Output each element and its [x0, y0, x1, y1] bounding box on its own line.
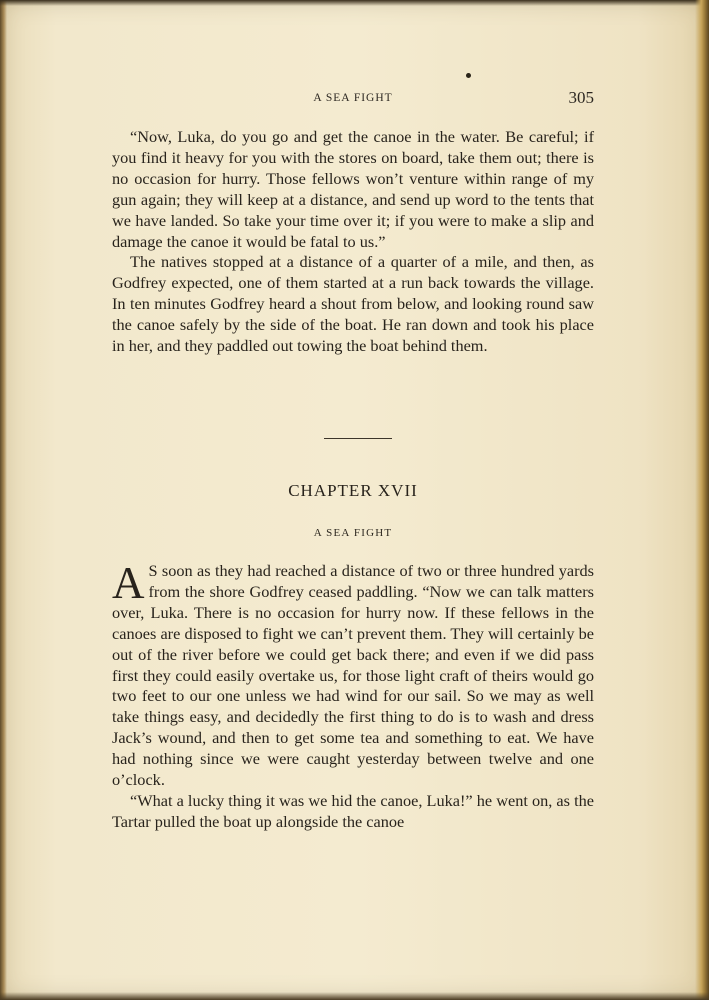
text-block-chapter-start: [112, 558, 594, 833]
bottom-page-edge: [0, 992, 709, 1000]
running-head: [112, 88, 594, 110]
section-divider: [324, 438, 392, 439]
paragraph: “Now, Luka, do you go and get the canoe in the water. Be careful; if you find it heavy for you with the stores on board, take them out; there is no occasion for hurry. Those fellows won’t venture within range of my gun again; they will keep at a distance, and send up word to the tents that we have landed. So take your time over it; if you were to make a slip and damage the canoe it would be fatal to us.”: [112, 127, 594, 251]
chapter-heading: CHAPTER XVII: [288, 481, 418, 500]
opening-paragraph-text: S soon as they had reached a distance of two or three hundred yards from the shore Godfrey ceased paddling. “Now we can talk matters over, Luka. There is no occasion for hurry now. If these fellows in the canoes are disposed to fight we can’t prevent them. They will certainly be out of the river before we could get back there; and even if we did pass first they could easily overtake us, for those light craft of theirs would go two feet to our one unless we had wind for our sail. So we may as well take things easy, and decidedly the first thing to do is to wash and dress Jack’s wound, and then to get some tea and something to eat. We have had nothing since we were caught yesterday between twelve and one o’clock.: [112, 561, 594, 790]
drop-cap: A: [112, 558, 145, 608]
running-title: A SEA FIGHT: [313, 92, 393, 104]
top-page-edge: [0, 0, 709, 6]
gutter-shadow: [0, 0, 7, 1000]
ink-speck: [466, 73, 471, 78]
gilt-page-edge: [695, 0, 709, 1000]
paragraph: “What a lucky thing it was we hid the canoe, Luka!” he went on, as the Tartar pulled the boat up alongside the canoe: [112, 790, 594, 831]
page-number: 305: [568, 88, 594, 107]
chapter-title: A SEA FIGHT: [313, 527, 393, 539]
text-block-before-chapter: [112, 127, 594, 357]
paragraph: The natives stopped at a distance of a quarter of a mile, and then, as Godfrey expected, one of them started at a run back towards the village. In ten minutes Godfrey heard a shout from below, and looking round saw the canoe safely by the side of the boat. He ran down and took his place in her, and they paddled out towing the boat behind them.: [112, 252, 594, 356]
opening-paragraph: [112, 558, 594, 791]
